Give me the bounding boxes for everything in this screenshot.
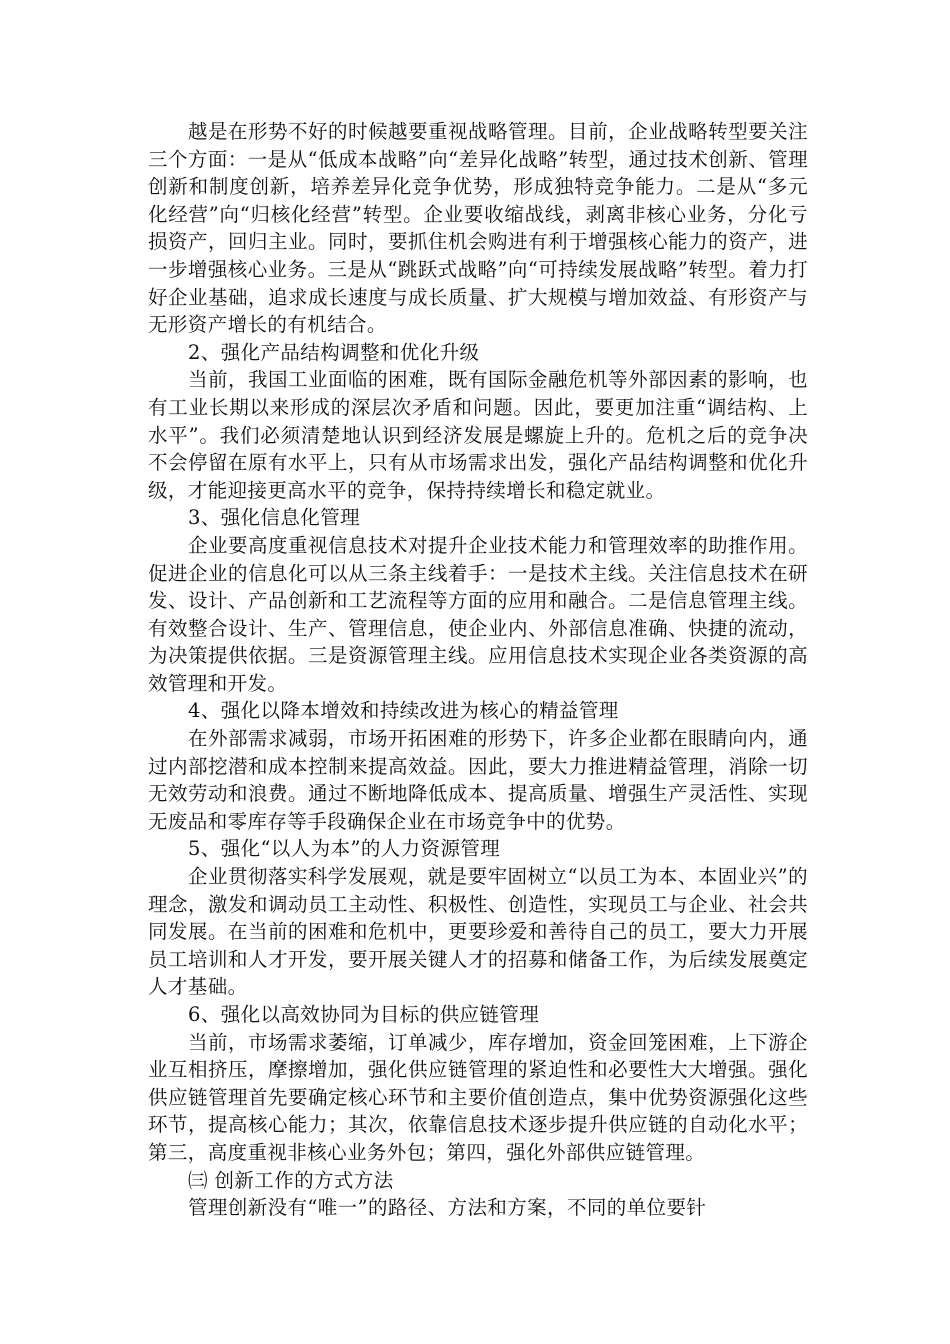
document-body xyxy=(148,118,808,1222)
section-heading-lean-management: 4、强化以降本增效和持续改进为核心的精益管理 xyxy=(188,699,619,723)
paragraph-work-methods: 管理创新没有“唯一”的路径、方法和方案，不同的单位要针 xyxy=(188,1196,707,1220)
section-heading-human-resources: 5、强化“以人为本”的人力资源管理 xyxy=(188,837,501,861)
paragraph-human-resources: 企业贯彻落实科学发展观，就是要牢固树立“以员工为本、本固业兴”的理念，激发和调动员工主动性、积极性、创造性，实现员工与企业、社会共同发展。在当前的困难和危机中，更要珍爱和善待自己的员工，要大力开展员工培训和人才开发，要开展关键人才的招募和储备工作，为后续发展奠定人才基础。 xyxy=(148,865,808,999)
paragraph-strategic-transformation: 越是在形势不好的时候越要重视战略管理。目前，企业战略转型要关注三个方面：一是从“低成本战略”向“差异化战略”转型，通过技术创新、管理创新和制度创新，培养差异化竞争优势，形成独特竞争能力。二是从“多元化经营”向“归核化经营”转型。企业要收缩战线，剥离非核心业务，分化亏损资产，回归主业。同时，要抓住机会购进有利于增强核心能力的资产，进一步增强核心业务。三是从“跳跃式战略”向“可持续发展战略”转型。着力打好企业基础，追求成长速度与成长质量、扩大规模与增加效益、有形资产与无形资产增长的有机结合。 xyxy=(148,120,808,337)
paragraph-supply-chain: 当前，市场需求萎缩，订单减少，库存增加，资金回笼困难，上下游企业互相挤压，摩擦增加，强化供应链管理的紧迫性和必要性大大增强。强化供应链管理首先要确定核心环节和主要价值创造点，集中优势资源强化这些环节，提高核心能力；其次，依靠信息技术逐步提升供应链的自动化水平；第三，高度重视非核心业务外包；第四，强化外部供应链管理。 xyxy=(148,1030,808,1164)
section-heading-work-methods: ㈢ 创新工作的方式方法 xyxy=(188,1168,394,1192)
paragraph-informatization: 企业要高度重视信息技术对提升企业技术能力和管理效率的助推作用。促进企业的信息化可以从三条主线着手：一是技术主线。关注信息技术在研发、设计、产品创新和工艺流程等方面的应用和融合。二是信息管理主线。有效整合设计、生产、管理信息，使企业内、外部信息准确、快捷的流动，为决策提供依据。三是资源管理主线。应用信息技术实现企业各类资源的高效管理和开发。 xyxy=(148,533,808,695)
paragraph-lean-management: 在外部需求减弱，市场开拓困难的形势下，许多企业都在眼睛向内，通过内部挖潜和成本控制来提高效益。因此，要大力推进精益管理，消除一切无效劳动和浪费。通过不断地降低成本、提高质量、增强生产灵活性、实现无废品和零库存等手段确保企业在市场竞争中的优势。 xyxy=(148,727,808,833)
section-heading-informatization: 3、强化信息化管理 xyxy=(188,506,361,530)
section-heading-supply-chain: 6、强化以高效协同为目标的供应链管理 xyxy=(188,1003,540,1026)
section-heading-product-structure: 2、强化产品结构调整和优化升级 xyxy=(188,340,480,364)
paragraph-product-structure: 当前，我国工业面临的困难，既有国际金融危机等外部因素的影响，也有工业长期以来形成的深层次矛盾和问题。因此，要更加注重“调结构、上水平”。我们必须清楚地认识到经济发展是螺旋上升的。危机之后的竞争决不会停留在原有水平上，只有从市场需求出发，强化产品结构调整和优化升级，才能迎接更高水平的竞争，保持持续增长和稳定就业。 xyxy=(148,368,808,502)
